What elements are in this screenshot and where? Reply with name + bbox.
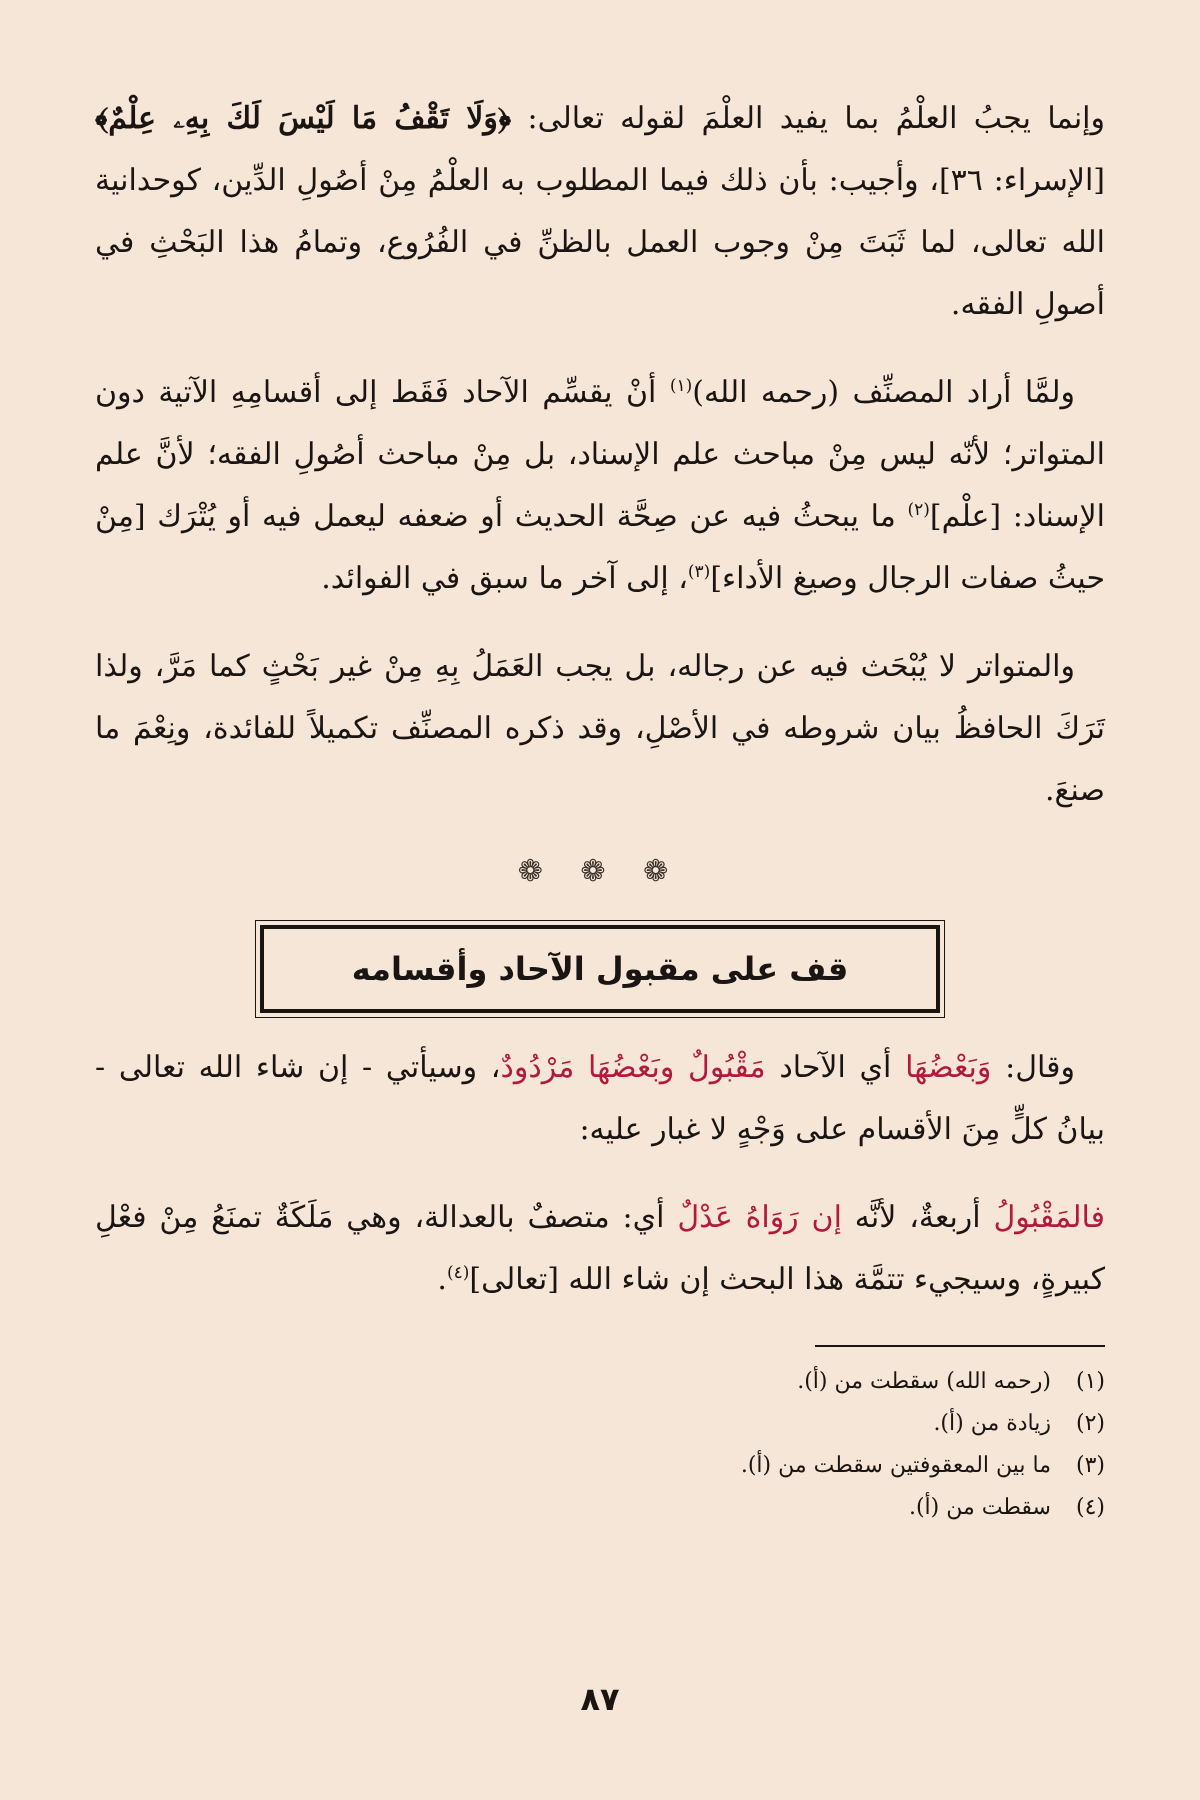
paragraph-4-text-c: ، وسيأتي - إن شاء الله تعالى - بيانُ كلٍّ مِنَ الأقسام على وَجْهٍ لا غبار عليه: (95, 1050, 1105, 1147)
paragraph-5-text-b: أي: متصفٌ بالعدالة، وهي مَلَكَةٌ تمنَعُ مِنْ فعْلِ كبيرةٍ، وسيجيء تتمَّة هذا البحث إن شاء الله [تعالى] (95, 1200, 1105, 1297)
footnote-number: (٢) (1075, 1411, 1105, 1436)
paragraph-5 (95, 1187, 1105, 1311)
paragraph-1-text-a: وإنما يجبُ العلْمُ بما يفيد العلْمَ لقوله تعالى: (511, 101, 1105, 136)
footnotes (95, 1361, 1105, 1529)
section-separator: ❁ ❁ ❁ (517, 854, 683, 889)
paragraph-4-text-b: أي الآحاد (765, 1050, 906, 1085)
matn-text-2: مَقْبُولٌ وبَعْضُهَا مَرْدُودٌ (500, 1050, 766, 1085)
footnote-2 (95, 1403, 1105, 1445)
paragraph-3 (95, 636, 1105, 822)
paragraph-5-text-c: . (437, 1262, 447, 1297)
footnote-text: زيادة من (أ). (933, 1411, 1051, 1436)
footnote-number: (٤) (1075, 1495, 1105, 1520)
paragraph-5-text-a: أربعةٌ، لأنَّه (841, 1200, 994, 1235)
footnote-text: (رحمه الله) سقطت من (أ). (797, 1369, 1051, 1394)
paragraph-2 (95, 362, 1105, 610)
footnote-ref-3[interactable]: (٣) (687, 562, 711, 582)
paragraph-1-text-b: [الإسراء: ٣٦]، وأجيب: بأن ذلك فيما المطلوب به العلْمُ مِنْ أصُولِ الدِّين، كوحدانية الله تعالى، لما ثَبَتَ مِنْ وجوب العمل بالظنِّ في الفُرُوع، وتمامُ هذا البَحْثِ في أصولِ الفقه. (95, 163, 1105, 322)
footnote-divider (815, 1345, 1105, 1347)
footnote-text: ما بين المعقوفتين سقطت من (أ). (740, 1453, 1051, 1478)
paragraph-4 (95, 1037, 1105, 1161)
paragraph-3-text: والمتواتر لا يُبْحَث فيه عن رجاله، بل يجب العَمَلُ بِهِ مِنْ غير بَحْثٍ كما مَرَّ، ولذا تَرَكَ الحافظُ بيان شروطه في الأصْلِ، وقد ذكره المصنِّف تكميلاً للفائدة، ونِعْمَ ما صنعَ. (95, 649, 1105, 808)
quran-verse: ﴿وَلَا تَقْفُ مَا لَيْسَ لَكَ بِهِۦ عِلْمٌ﴾ (95, 101, 512, 136)
footnote-text: سقطت من (أ). (908, 1495, 1051, 1520)
paragraph-4-text-a: وقال: (991, 1050, 1075, 1085)
matn-text-4: إن رَوَاهُ عَدْلٌ (677, 1200, 842, 1235)
footnote-ref-4[interactable]: (٤) (446, 1263, 470, 1283)
footnote-4 (95, 1487, 1105, 1529)
section-heading-box (260, 925, 940, 1013)
paragraph-2-text-a: ولمَّا أراد المصنِّف (رحمه الله) (692, 375, 1076, 410)
footnote-number: (٣) (1075, 1453, 1105, 1478)
paragraph-2-text-c: ما يبحثُ فيه عن صِحَّة الحديث أو ضعفه ليعمل فيه أو يُتْرَك [مِنْ حيثُ صفات الرجال وصيغ الأداء] (95, 499, 1105, 596)
matn-text-1: وَبَعْضُهَا (905, 1050, 992, 1085)
footnote-ref-1[interactable]: (١) (669, 376, 693, 396)
page-number: ٨٧ (580, 1680, 620, 1718)
footnote-1 (95, 1361, 1105, 1403)
paragraph-2-text-b: أنْ يقسِّم الآحاد فَقَط إلى أقسامِهِ الآتية دون المتواتر؛ لأنّه ليس مِنْ مباحث علم الإسناد، بل مِنْ مباحث أصُولِ الفقه؛ لأنَّ علم الإسناد: [علْم] (95, 375, 1105, 534)
paragraph-2-text-d: ، إلى آخر ما سبق في الفوائد. (321, 561, 688, 596)
footnote-ref-2[interactable]: (٢) (907, 500, 930, 520)
matn-text-3: فالمَقْبُولُ (993, 1200, 1105, 1235)
footnote-3 (95, 1445, 1105, 1487)
section-heading: قف على مقبول الآحاد وأقسامه (351, 950, 849, 988)
paragraph-1 (95, 88, 1105, 336)
footnote-number: (١) (1075, 1369, 1105, 1394)
